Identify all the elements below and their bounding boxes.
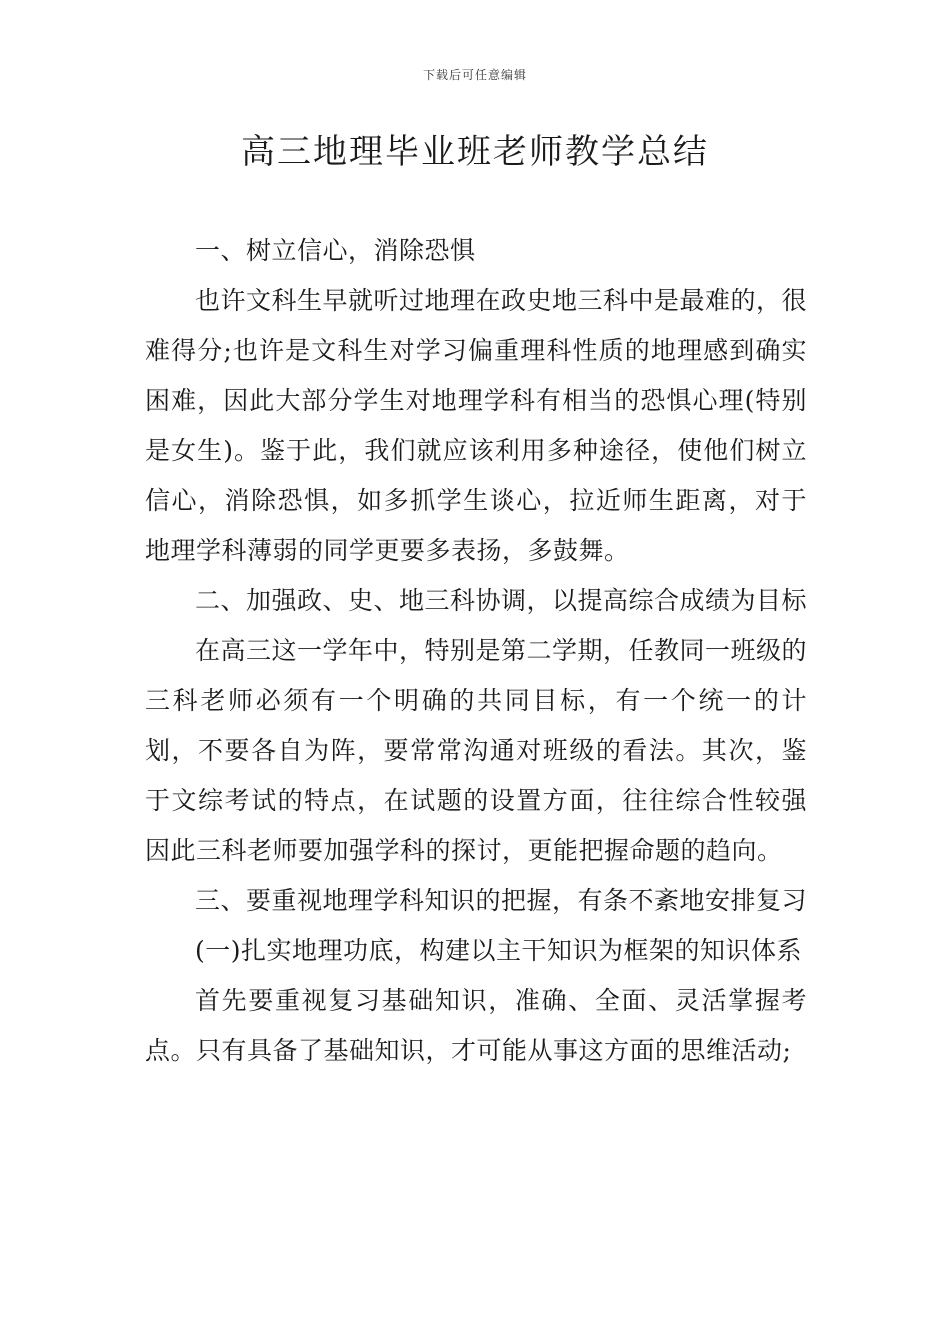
document-title: 高三地理毕业班老师教学总结 xyxy=(241,132,709,172)
section-heading-2: 二、加强政、史、地三科协调，以提高综合成绩为目标 xyxy=(195,586,808,615)
document-body xyxy=(145,226,807,1076)
section-heading-1: 一、树立信心，消除恐惧 xyxy=(195,236,476,265)
subsection-heading-1: (一)扎实地理功底，构建以主干知识为框架的知识体系 xyxy=(195,936,803,965)
paragraph: 在高三这一学年中，特别是第二学期，任教同一班级的三科老师必须有一个明确的共同目标，有一个统一的计划，不要各自为阵，要常常沟通对班级的看法。其次，鉴于文综考试的特点，在试题的设置方面，往往综合性较强因此三科老师要加强学科的探讨，更能把握命题的趋向。 xyxy=(145,636,808,865)
header-note: 下载后可任意编辑 xyxy=(422,68,527,82)
paragraph: 首先要重视复习基础知识，准确、全面、灵活掌握考点。只有具备了基础知识，才可能从事这方面的思维活动; xyxy=(145,986,807,1065)
paragraph: 也许文科生早就听过地理在政史地三科中是最难的，很难得分;也许是文科生对学习偏重理科性质的地理感到确实困难，因此大部分学生对地理学科有相当的恐惧心理(特别是女生)。鉴于此，我们就应该利用多种途径，使他们树立信心，消除恐惧，如多抓学生谈心，拉近师生距离，对于地理学科薄弱的同学更要多表扬，多鼓舞。 xyxy=(145,286,808,565)
section-heading-3: 三、要重视地理学科知识的把握，有条不紊地安排复习 xyxy=(195,886,808,915)
